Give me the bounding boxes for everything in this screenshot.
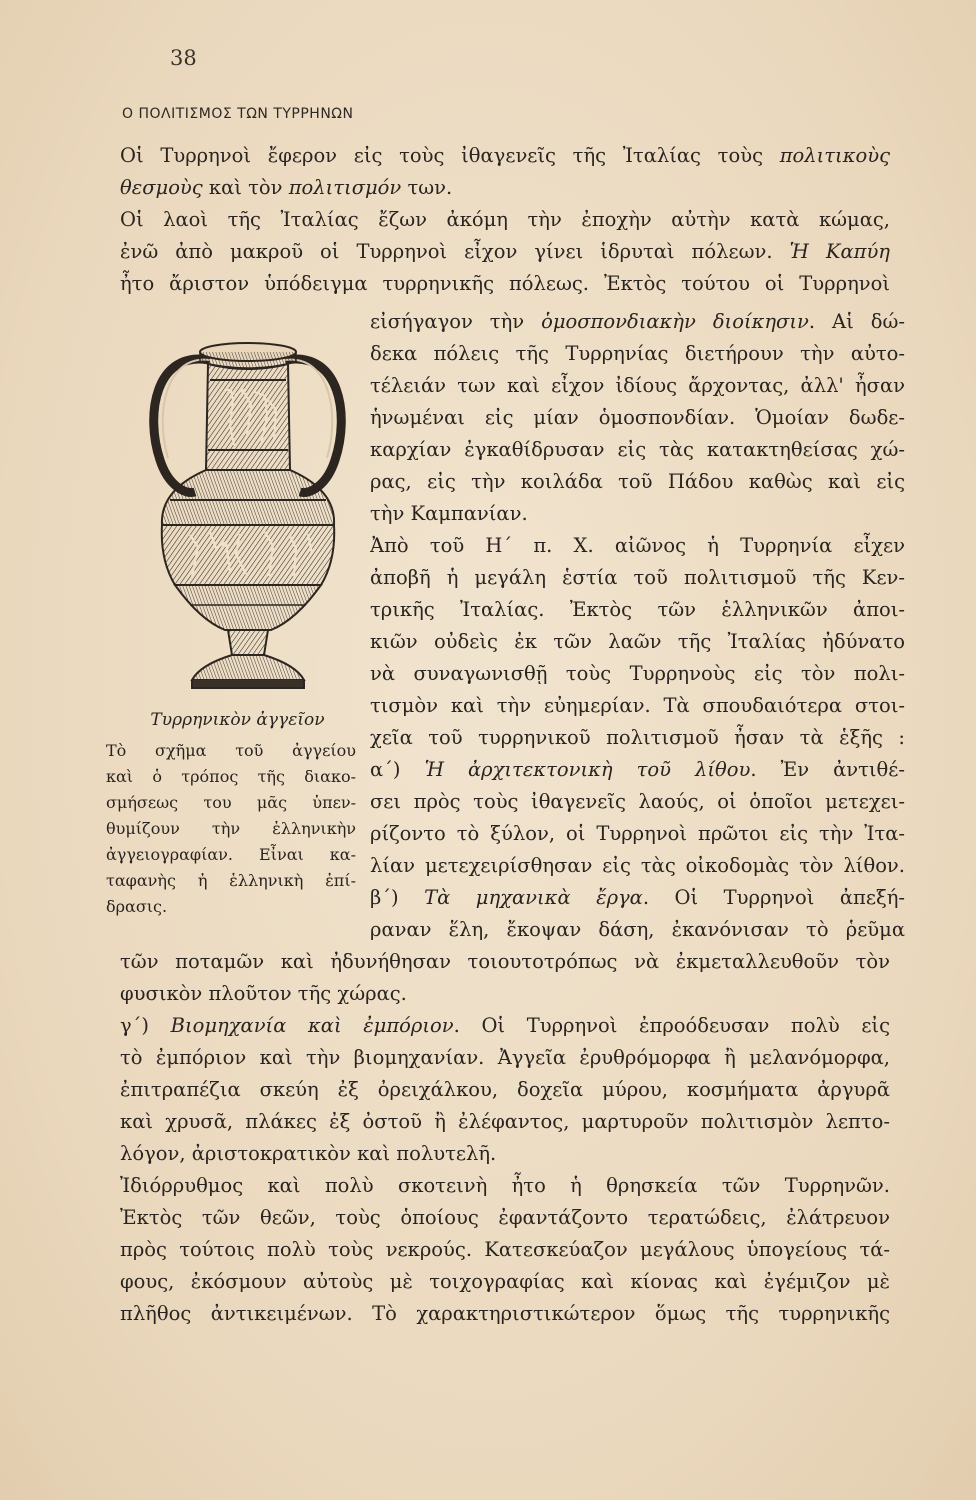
text-line [370,562,905,594]
text-line [370,402,905,434]
text-line [370,850,905,882]
text-line [370,786,905,818]
text-run: . Ἐν ἀντιθέ- [750,758,905,781]
text-line [370,658,905,690]
figure-caption [106,738,356,920]
text-line [120,1106,890,1138]
text-line [120,1074,890,1106]
text-run: Ἐκτὸς τῶν θεῶν, τοὺς ὁποίους ἐφαντάζοντο τερατώδεις, ἐλάτρευον [120,1206,890,1229]
text-run: Ἰδιόρρυθμος καὶ πολὺ σκοτεινὴ ἦτο ἡ θρησκεία τῶν Τυρρηνῶν. [120,1174,890,1197]
text-run: λίαν μετεχειρίσθησαν εἰς τὰς οἰκοδομὰς τὸν λίθον. [370,854,905,877]
text-line [120,140,890,172]
italic-phrase: ὁμοσπονδιακὴν διοίκησιν [541,310,809,333]
text-line [370,466,905,498]
text-line [120,268,890,300]
text-line [120,236,890,268]
text-line [120,1234,890,1266]
text-run: νὰ συναγωνισθῇ τοὺς Τυρρηνοὺς εἰς τὸν πολι- [370,662,905,685]
text-line [120,1010,890,1042]
text-run: πλῆθος ἀντικειμένων. Τὸ χαρακτηριστικώτερον ὅμως τῆς τυρρηνικῆς [120,1302,890,1325]
text-run: καὶ χρυσᾶ, πλάκες ἐξ ὀστοῦ ἢ ἐλέφαντος, μαρτυροῦν πολιτισμὸν λεπτο- [120,1110,890,1133]
text-run: των. [401,176,453,199]
text-run: γ´) [120,1014,171,1037]
text-run: ραναν ἕλη, ἔκοψαν δάση, ἐκανόνισαν τὸ ῥεῦμα [370,918,905,941]
wrapped-paragraphs [370,306,905,946]
text-run: ἡνωμέναι εἰς μίαν ὁμοσπονδίαν. Ὁμοίαν δωδε- [370,406,905,429]
page-number: 38 [170,46,197,70]
italic-phrase: Τὰ μηχανικὰ ἔργα [424,886,643,909]
text-run: τὸ ἐμπόριον καὶ τὴν βιομηχανίαν. Ἀγγεῖα ἐρυθρόμορφα ἢ μελανόμορφα, [120,1046,890,1069]
text-line [370,338,905,370]
text-run: Ἀπὸ τοῦ Η´ π. Χ. αἰῶνος ἡ Τυρρηνία εἶχεν [370,534,905,557]
text-run: πρὸς τούτοις πολὺ τοὺς νεκρούς. Κατεσκεύαζον μεγάλους ὑπογείους τά- [120,1238,890,1261]
caption-line: θυμίζουν τὴν ἑλληνικὴν [106,819,356,838]
text-run: . Αἱ δώ- [808,310,905,333]
text-line [370,498,905,530]
text-run: κιῶν οὐδεὶς ἐκ τῶν λαῶν τῆς Ἰταλίας ἠδύνατο [370,630,905,653]
text-line [370,722,905,754]
text-line [370,690,905,722]
text-run: τῶν ποταμῶν καὶ ἠδυνήθησαν τοιουτοτρόπως νὰ ἐκμεταλλευθοῦν τὸν [120,950,890,973]
text-line [120,1138,890,1170]
text-run: . Οἱ Τυρρηνοὶ ἐπροόδευσαν πολὺ εἰς [453,1014,890,1037]
text-run: χεῖα τοῦ τυρρηνικοῦ πολιτισμοῦ ἦσαν τὰ ἑξῆς : [370,726,905,749]
caption-line: Τὸ σχῆμα τοῦ ἀγγείου [106,741,356,760]
text-run: σει πρὸς τοὺς ἰθαγενεῖς λαούς, οἱ ὁποῖοι μετεχει- [370,790,905,813]
figure-caption-title: Τυρρηνικὸν ἀγγεῖον [150,710,325,730]
text-run: εἰσήγαγον τὴν [370,310,542,333]
text-line [120,1202,890,1234]
text-line [370,754,905,786]
text-run: Οἱ λαοὶ τῆς Ἰταλίας ἔζων ἀκόμη τὴν ἐποχὴν αὐτὴν κατὰ κώμας, [120,208,890,231]
text-run: Οἱ Τυρρηνοὶ ἔφερον εἰς τοὺς ἰθαγενεῖς τῆς Ἰταλίας τοὺς [120,144,780,167]
text-run: καρχίαν ἐγκαθίδρυσαν εἰς τὰς κατακτηθείσας χώ- [370,438,905,461]
text-line [370,530,905,562]
text-run: ἐνῶ ἀπὸ μακροῦ οἱ Τυρρηνοὶ εἶχον γίνει ἱδρυταὶ πόλεων. [120,240,790,263]
lower-paragraphs [120,946,890,1330]
text-line [370,306,905,338]
text-line [370,594,905,626]
running-head: Ο ΠΟΛΙΤΙΣΜΟΣ ΤΩΝ ΤΥΡΡΗΝΩΝ [122,106,354,122]
caption-line: σμήσεως του μᾶς ὑπεν- [106,793,356,812]
text-run: α´) [370,758,425,781]
text-line [370,626,905,658]
text-line [370,818,905,850]
text-line [120,172,890,204]
text-run: ἀποβῆ ἡ μεγάλη ἑστία τοῦ πολιτισμοῦ τῆς Κεν- [370,566,905,589]
text-run: φυσικὸν πλοῦτον τῆς χώρας. [120,982,407,1005]
text-line [370,882,905,914]
text-run: ἐπιτραπέζια σκεύη ἐξ ὀρειχάλκου, δοχεῖα μύρου, κοσμήματα ἀργυρᾶ [120,1078,890,1101]
text-line [120,204,890,236]
text-line [120,946,890,978]
text-run: ἦτο ἄριστον ὑπόδειγμα τυρρηνικῆς πόλεως. Ἐκτὸς τούτου οἱ Τυρρηνοὶ [120,272,890,295]
text-run: β´) [370,886,425,909]
text-run: λόγον, ἀριστοκρατικὸν καὶ πολυτελῆ. [120,1142,497,1165]
italic-phrase: Ἡ ἀρχιτεκτονικὴ τοῦ λίθου [424,758,751,781]
text-line [370,914,905,946]
text-run: τὴν Καμπανίαν. [370,502,528,525]
text-line [370,434,905,466]
italic-phrase: θεσμοὺς [120,176,203,199]
etruscan-vase-drawing [140,320,355,710]
text-line [120,978,890,1010]
text-run: . Οἱ Τυρρηνοὶ ἀπεξή- [642,886,905,909]
text-line [370,370,905,402]
text-run: τισμὸν καὶ τὴν εὐημερίαν. Τὰ σπουδαιότερα στοι- [370,694,905,717]
text-line [120,1170,890,1202]
text-line [120,1266,890,1298]
italic-phrase: πολιτισμόν [288,176,402,199]
italic-phrase: Ἡ Καπύη [789,240,890,263]
italic-phrase: Βιομηχανία καὶ ἐμπόριον [170,1014,454,1037]
vase-illustration [140,320,355,710]
text-run: φους, ἐκόσμουν αὐτοὺς μὲ τοιχογραφίας καὶ κίονας καὶ ἐγέμιζον μὲ [120,1270,890,1293]
italic-phrase: πολιτικοὺς [779,144,890,167]
text-run: ρίζοντο τὸ ξύλον, οἱ Τυρρηνοὶ πρῶτοι εἰς τὴν Ἰτα- [370,822,905,845]
caption-line: ταφανὴς ἡ ἑλληνικὴ ἐπί- [106,871,356,890]
text-run: τρικῆς Ἰταλίας. Ἐκτὸς τῶν ἑλληνικῶν ἀποι- [370,598,905,621]
text-run: δεκα πόλεις τῆς Τυρρηνίας διετήρουν τὴν αὐτο- [370,342,905,365]
text-run: καὶ τὸν [202,176,289,199]
caption-line: ἀγγειογραφίαν. Εἶναι κα- [106,845,356,864]
intro-paragraphs [120,140,890,300]
text-line [120,1042,890,1074]
caption-line: καὶ ὁ τρόπος τῆς διακο- [106,767,356,786]
text-line [120,1298,890,1330]
text-run: τέλειάν των καὶ εἶχον ἰδίους ἄρχοντας, ἀλλ' ἦσαν [370,374,905,397]
caption-line: δρασις. [106,897,168,916]
text-run: ρας, εἰς τὴν κοιλάδα τοῦ Πάδου καθὼς καὶ εἰς [370,470,905,493]
